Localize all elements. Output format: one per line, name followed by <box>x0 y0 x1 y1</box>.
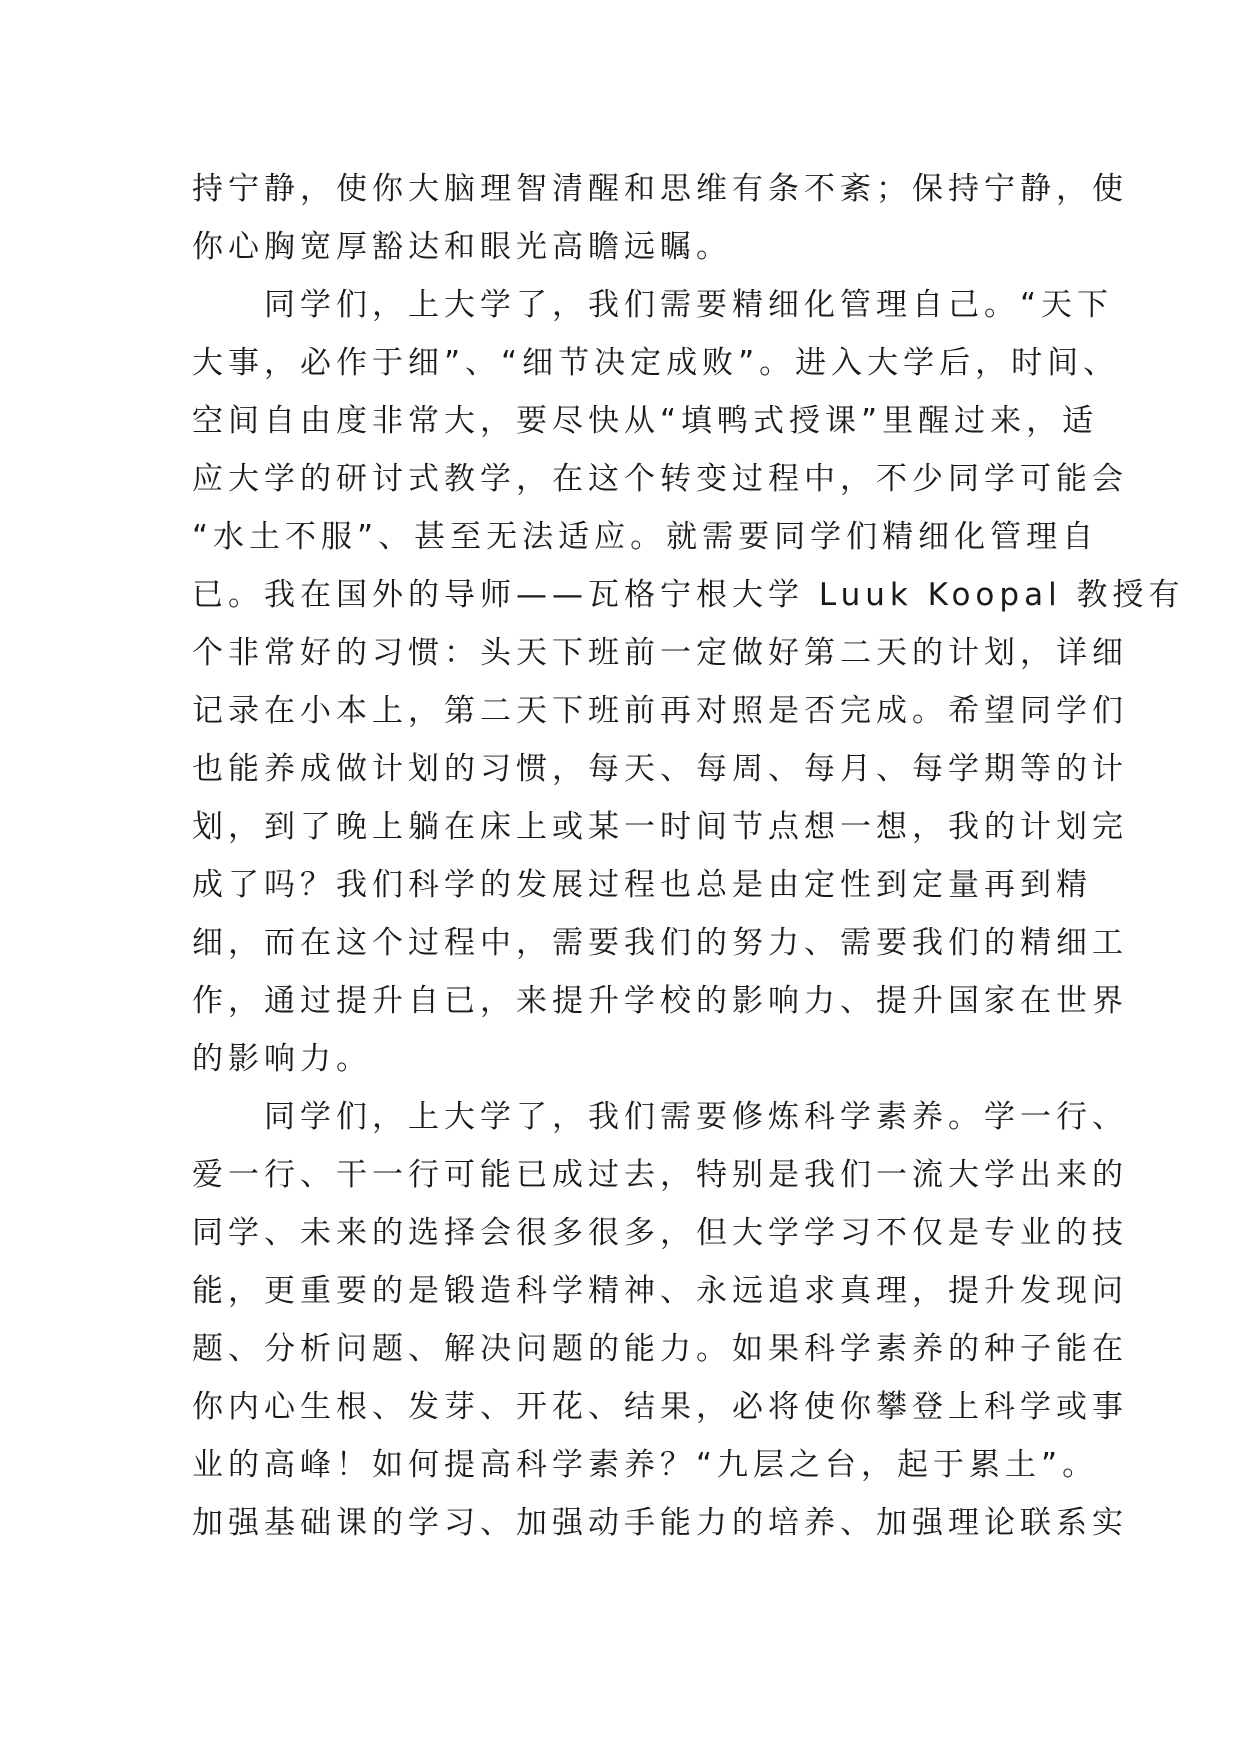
text-line: 应大学的研讨式教学，在这个转变过程中，不少同学可能会 <box>192 461 1128 497</box>
text-line: 能，更重要的是锻造科学精神、永远追求真理，提升发现问 <box>192 1273 1128 1309</box>
text-line: “水土不服”、甚至无法适应。就需要同学们精细化管理自 <box>192 519 1099 555</box>
text-line: 同学们，上大学了，我们需要精细化管理自己。“天下 <box>192 287 1114 323</box>
text-line: 大事，必作于细”、“细节决定成败”。进入大学后，时间、 <box>192 345 1120 381</box>
text-line: 加强基础课的学习、加强动手能力的培养、加强理论联系实 <box>192 1505 1128 1541</box>
text-line: 题、分析问题、解决问题的能力。如果科学素养的种子能在 <box>192 1331 1128 1367</box>
text-line: 业的高峰！如何提高科学素养？“九层之台，起于累土”。 <box>192 1447 1099 1483</box>
text-line: 已。我在国外的导师——瓦格宁根大学 Luuk Koopal 教授有 <box>192 577 1185 613</box>
text-line: 持宁静，使你大脑理智清醒和思维有条不紊；保持宁静，使 <box>192 171 1128 207</box>
text-line: 同学们，上大学了，我们需要修炼科学素养。学一行、 <box>192 1099 1128 1135</box>
text-line: 的影响力。 <box>192 1041 372 1077</box>
text-line: 作，通过提升自已，来提升学校的影响力、提升国家在世界 <box>192 983 1128 1019</box>
body-text <box>192 160 1185 1552</box>
text-line: 成了吗？我们科学的发展过程也总是由定性到定量再到精 <box>192 867 1092 903</box>
text-line: 记录在小本上，第二天下班前再对照是否完成。希望同学们 <box>192 693 1128 729</box>
text-line: 个非常好的习惯：头天下班前一定做好第二天的计划，详细 <box>192 635 1128 671</box>
text-line: 爱一行、干一行可能已成过去，特别是我们一流大学出来的 <box>192 1157 1128 1193</box>
text-line: 同学、未来的选择会很多很多，但大学学习不仅是专业的技 <box>192 1215 1128 1251</box>
text-line: 也能养成做计划的习惯，每天、每周、每月、每学期等的计 <box>192 751 1128 787</box>
text-line: 细，而在这个过程中，需要我们的努力、需要我们的精细工 <box>192 925 1128 961</box>
text-line: 你心胸宽厚豁达和眼光高瞻远瞩。 <box>192 229 732 265</box>
text-line: 划，到了晚上躺在床上或某一时间节点想一想，我的计划完 <box>192 809 1128 845</box>
text-line: 你内心生根、发芽、开花、结果，必将使你攀登上科学或事 <box>192 1389 1128 1425</box>
text-line: 空间自由度非常大，要尽快从“填鸭式授课”里醒过来，适 <box>192 403 1099 439</box>
